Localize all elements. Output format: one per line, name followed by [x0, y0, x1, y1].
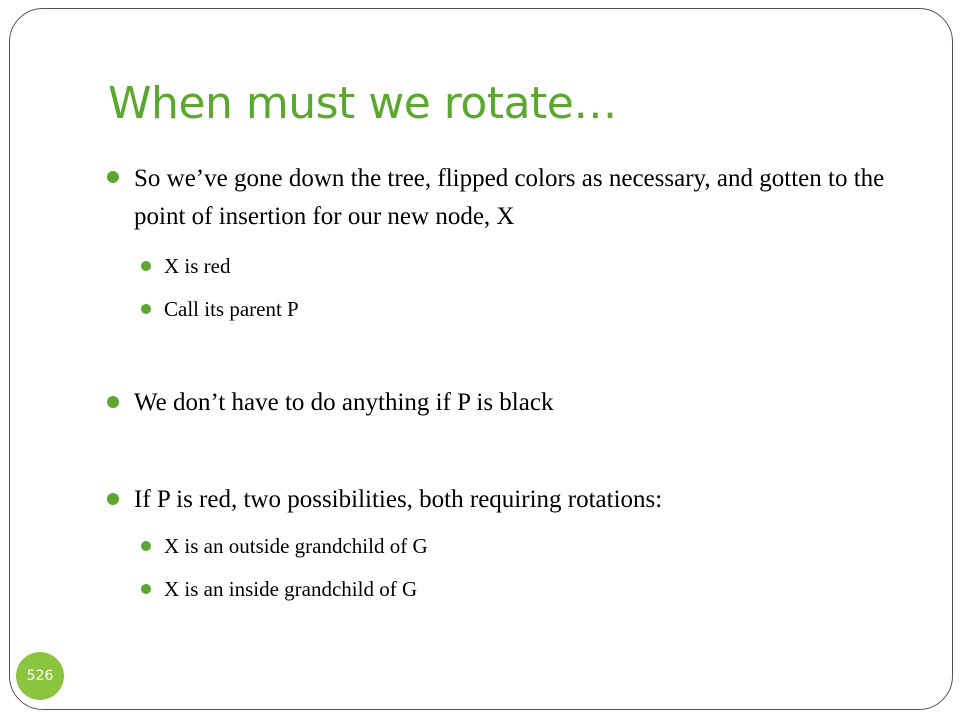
bullet-icon: [141, 584, 151, 594]
bullet-icon: [141, 261, 151, 271]
list-item: Call its parent P: [164, 297, 299, 321]
bullet-icon: [141, 541, 151, 551]
list-item: So we’ve gone down the tree, flipped colors as necessary, and gotten to the point of insertion for our new node, X: [134, 165, 885, 230]
slide-title: When must we rotate…: [108, 78, 617, 129]
list-item: X is an inside grandchild of G: [164, 577, 418, 601]
list-item: X is red: [164, 254, 231, 278]
page-number: 526: [26, 668, 54, 684]
bullet-icon: [107, 493, 119, 505]
list-item: X is an outside grandchild of G: [164, 534, 428, 558]
page-number-badge: [16, 652, 64, 700]
bullet-icon: [107, 171, 119, 183]
list-item: If P is red, two possibilities, both requiring rotations:: [134, 486, 663, 513]
list-item: We don’t have to do anything if P is black: [134, 389, 554, 416]
bullet-icon: [107, 396, 119, 408]
bullet-icon: [141, 304, 151, 314]
